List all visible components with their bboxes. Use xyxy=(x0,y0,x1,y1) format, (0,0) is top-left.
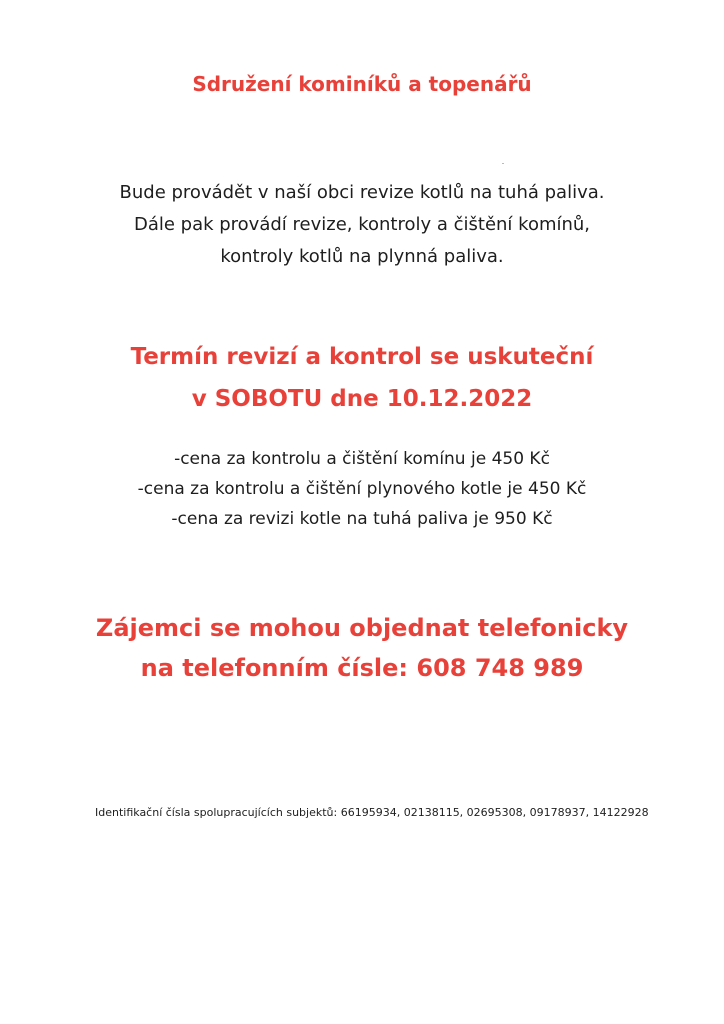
announcement-line-2: v SOBOTU dne 10.12.2022 xyxy=(191,386,533,412)
price-chimney: -cena za kontrolu a čištění komínu je 450 Kč xyxy=(174,449,550,469)
intro-line-1: Bude provádět v naší obci revize kotlů na tuhá paliva. xyxy=(119,182,605,203)
intro-line-2: Dále pak provádí revize, kontroly a čištění komínů, xyxy=(133,214,591,235)
announcement-line-1: Termín revizí a kontrol se uskuteční xyxy=(130,344,594,370)
scan-speck xyxy=(502,163,504,164)
price-gas-boiler: -cena za kontrolu a čištění plynového kotle je 450 Kč xyxy=(137,479,587,499)
flyer-title: Sdružení kominíků a topenářů xyxy=(192,72,532,96)
contact-line-1: Zájemci se mohou objednat telefonicky xyxy=(95,614,629,642)
price-solid-fuel-boiler: -cena za revizi kotle na tuhá paliva je 950 Kč xyxy=(171,509,553,529)
company-ids-footer: Identifikační čísla spolupracujících subjektů: 66195934, 02138115, 02695308, 09178937, 14122928 xyxy=(95,806,649,819)
contact-phone: na telefonním čísle: 608 748 989 xyxy=(140,654,584,682)
intro-line-3: kontroly kotlů na plynná paliva. xyxy=(220,246,504,267)
